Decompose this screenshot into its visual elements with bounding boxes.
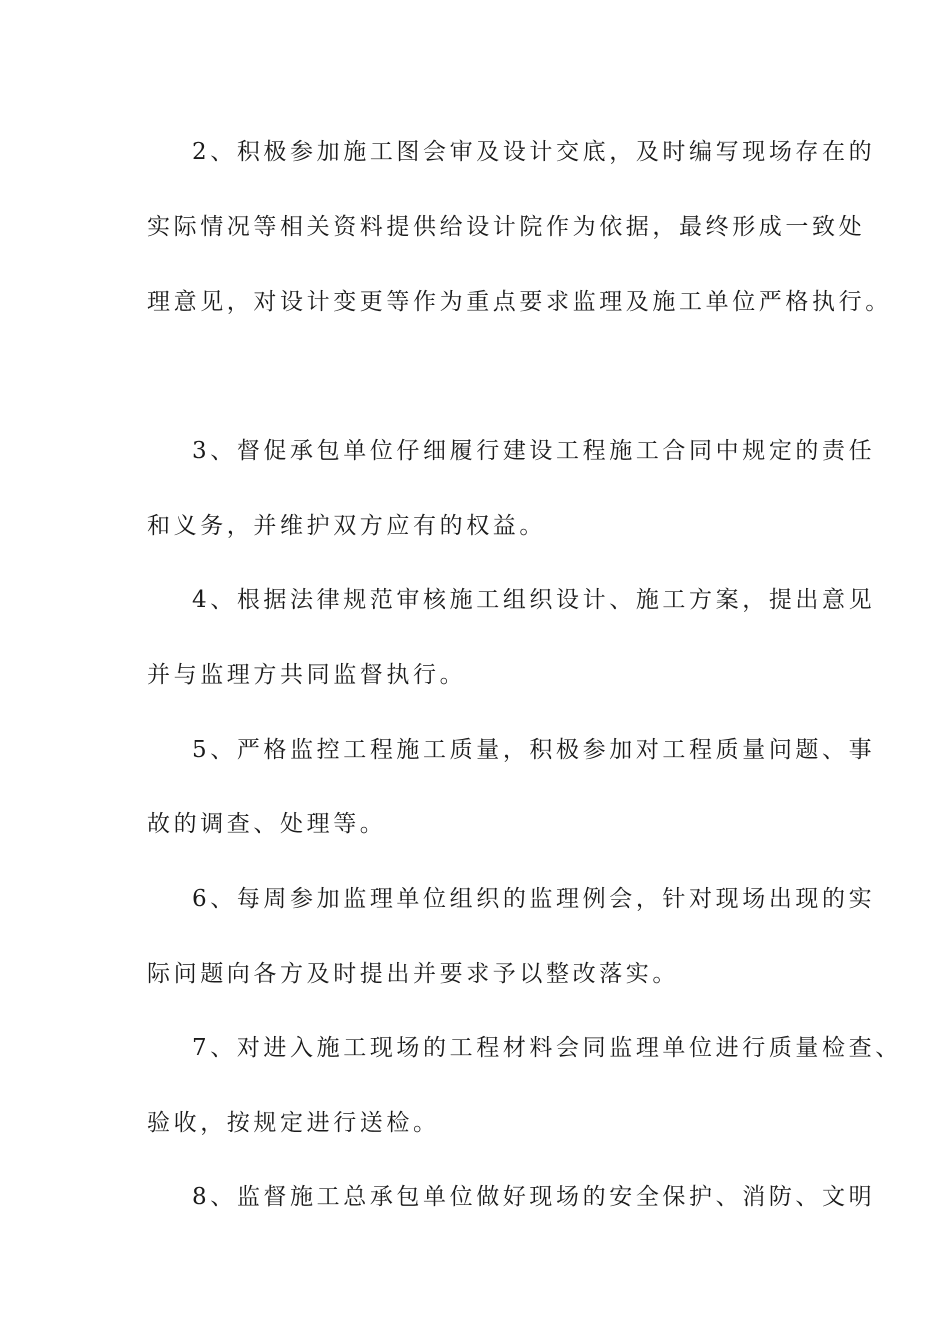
paragraph-2-line-2: 实际情况等相关资料提供给设计院作为依据，最终形成一致处 (147, 214, 866, 240)
paragraph-5-line-2: 故的调查、处理等。 (147, 811, 387, 837)
paragraph-3-line-1: 3、督促承包单位仔细履行建设工程施工合同中规定的责任 (192, 438, 876, 464)
paragraph-8-line-1: 8、监督施工总承包单位做好现场的安全保护、消防、文明 (192, 1184, 876, 1210)
paragraph-3-line-2: 和义务，并维护双方应有的权益。 (147, 513, 546, 539)
paragraph-4-line-1: 4、根据法律规范审核施工组织设计、施工方案，提出意见 (192, 587, 876, 613)
paragraph-6-line-1: 6、每周参加监理单位组织的监理例会，针对现场出现的实 (192, 886, 876, 912)
paragraph-2-line-3: 理意见，对设计变更等作为重点要求监理及施工单位严格执行。 (147, 289, 892, 315)
paragraph-6-line-2: 际问题向各方及时提出并要求予以整改落实。 (147, 961, 679, 987)
paragraph-5-line-1: 5、严格监控工程施工质量，积极参加对工程质量问题、事 (192, 737, 876, 763)
paragraph-7-line-2: 验收，按规定进行送检。 (147, 1110, 440, 1136)
paragraph-7-line-1: 7、对进入施工现场的工程材料会同监理单位进行质量检查、 (192, 1035, 902, 1061)
paragraph-2-line-1: 2、积极参加施工图会审及设计交底，及时编写现场存在的 (192, 139, 876, 165)
paragraph-4-line-2: 并与监理方共同监督执行。 (147, 662, 467, 688)
